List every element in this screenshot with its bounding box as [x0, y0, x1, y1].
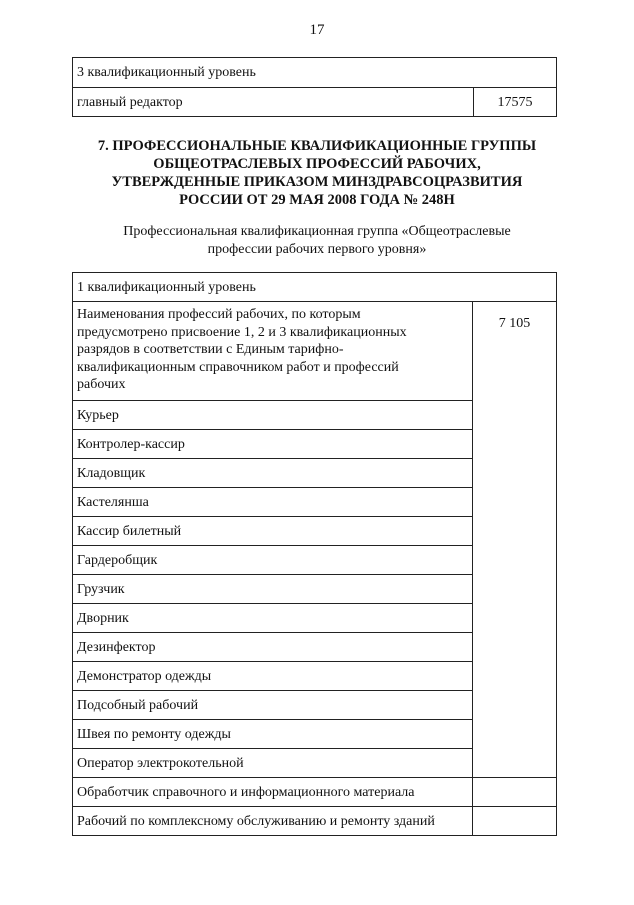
table-row: [73, 88, 557, 117]
section-title-line: УТВЕРЖДЕННЫЕ ПРИКАЗОМ МИНЗДРАВСОЦРАЗВИТИЯ: [111, 174, 523, 190]
profession-cell: Демонстратор одежды: [73, 662, 473, 691]
profession-cell: Гардеробщик: [73, 546, 473, 575]
subtitle-line: Профессиональная квалификационная группа «Общеотраслевые: [123, 224, 511, 239]
top-table: [72, 57, 557, 117]
profession-cell: Рабочий по комплексному обслуживанию и ремонту зданий: [73, 807, 473, 836]
table-row: [73, 778, 557, 807]
subtitle-line: профессии рабочих первого уровня»: [207, 242, 427, 257]
table-row: [73, 807, 557, 836]
profession-cell: Кассир билетный: [73, 517, 473, 546]
page-number: 17: [309, 22, 325, 38]
profession-cell: Кладовщик: [73, 459, 473, 488]
empty-value-cell: [473, 778, 557, 807]
main-table: [72, 272, 557, 836]
qualification-level-label: 3 квалификационный уровень: [73, 58, 557, 88]
professions-description: [73, 302, 473, 401]
section-title-line: ОБЩЕОТРАСЛЕВЫХ ПРОФЕССИЙ РАБОЧИХ,: [153, 156, 481, 172]
description-line: Наименования профессий рабочих, по которым: [77, 307, 361, 322]
table-row: [73, 302, 557, 401]
qualification-level-label: 1 квалификационный уровень: [73, 273, 557, 302]
description-line: разрядов в соответствии с Единым тарифно-: [77, 342, 344, 357]
section-title-line: РОССИИ ОТ 29 МАЯ 2008 ГОДА № 248Н: [179, 192, 455, 208]
table-row: [73, 58, 557, 88]
section-title-line: 7. ПРОФЕССИОНАЛЬНЫЕ КВАЛИФИКАЦИОННЫЕ ГРУППЫ: [97, 138, 537, 154]
profession-cell: Обработчик справочного и информационного материала: [73, 778, 473, 807]
empty-value-cell: [473, 807, 557, 836]
position-name: главный редактор: [73, 88, 474, 117]
description-line: рабочих: [77, 377, 126, 392]
profession-cell: Кастелянша: [73, 488, 473, 517]
profession-cell: Грузчик: [73, 575, 473, 604]
profession-cell: Оператор электрокотельной: [73, 749, 473, 778]
description-line: предусмотрено присвоение 1, 2 и 3 квалификационных: [77, 324, 407, 340]
table-row: [73, 273, 557, 302]
profession-cell: Подсобный рабочий: [73, 691, 473, 720]
group-subtitle: [60, 223, 574, 259]
section-title: [60, 137, 574, 209]
profession-cell: Дворник: [73, 604, 473, 633]
position-salary: 17575: [474, 88, 557, 117]
profession-cell: Швея по ремонту одежды: [73, 720, 473, 749]
salary-value: 7 105: [473, 302, 557, 778]
profession-cell: Контролер-кассир: [73, 430, 473, 459]
profession-cell: Дезинфектор: [73, 633, 473, 662]
description-line: квалификационным справочником работ и профессий: [77, 359, 399, 375]
profession-cell: Курьер: [73, 401, 473, 430]
